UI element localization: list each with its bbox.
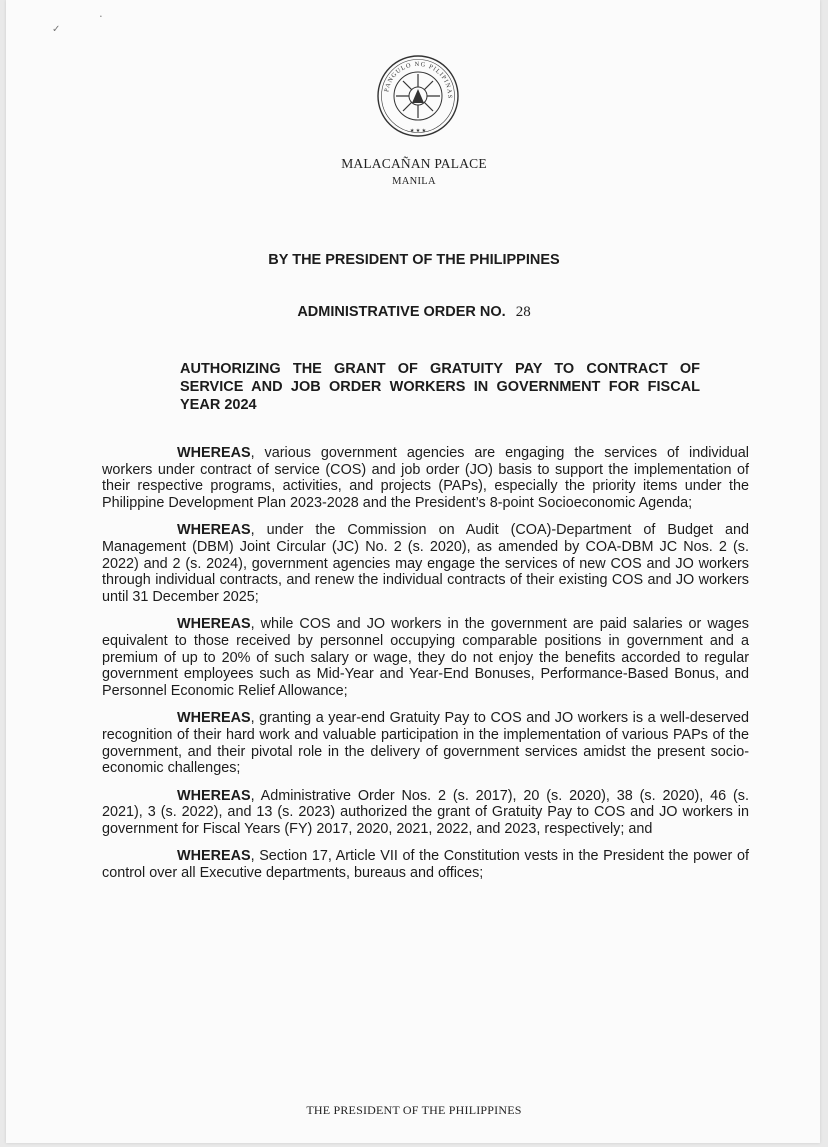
order-label: ADMINISTRATIVE ORDER NO. [297,304,506,320]
order-heading [0,304,828,321]
whereas-paragraph: WHEREAS, various government agencies are engaging the services of individual workers under contract of service (COS) and job order (JO) basis to support the implementation of their respective programs, activities, and projects (PAPs), especially the priority items under the Philippine Development Plan 2023-2028 and the President’s 8-point Socioeconomic Agenda; [102,445,749,511]
whereas-paragraph: WHEREAS, granting a year-end Gratuity Pay to COS and JO workers is a well-deserved recognition of their hard work and valuable participation in the implementation of various PAPs of the government, and their pivotal role in the delivery of government services amidst the present socio-economic challenges; [102,710,749,777]
order-title: AUTHORIZING THE GRANT OF GRATUITY PAY TO CONTRACT OF SERVICE AND JOB ORDER WORKERS IN GOVERNMENT FOR FISCAL YEAR 2024 [180,361,700,413]
issuer-heading: BY THE PRESIDENT OF THE PHILIPPINES [268,252,560,268]
page-footer: THE PRESIDENT OF THE PHILIPPINES [306,1103,522,1117]
whereas-paragraph: WHEREAS, Administrative Order Nos. 2 (s. 2017), 20 (s. 2020), 38 (s. 2020), 46 (s. 2021), 3 (s. 2022), and 13 (s. 2023) authorized the grant of Gratuity Pay to COS and JO workers in government for Fiscal Years (FY) 2017, 2020, 2021, 2022, and 2023, respectively; and [102,787,749,837]
presidential-seal-icon [376,54,460,138]
whereas-paragraph: WHEREAS, under the Commission on Audit (COA)-Department of Budget and Management (DBM) Joint Circular (JC) No. 2 (s. 2020), as amended by COA-DBM JC Nos. 2 (s. 2022) and 2 (s. 2024), government agencies may engage the services of new COS and JO workers through individual contracts, and renew the individual contracts of their existing COS and JO workers until 31 December 2025; [102,522,749,605]
whereas-paragraph: WHEREAS, Section 17, Article VII of the Constitution vests in the President the power of control over all Executive departments, bureaus and offices; [102,848,749,882]
whereas-clauses [102,445,749,893]
office-city: MANILA [392,176,436,187]
whereas-paragraph: WHEREAS, while COS and JO workers in the government are paid salaries or wages equivalent to those received by personnel occupying comparable positions in government and a premium of up to 20% of such salary or wage, they do not enjoy the benefits accorded to regular government employees such as Mid-Year and Year-End Bonuses, Performance-Based Bonus, and Personnel Economic Relief Allowance; [102,616,749,699]
office-name: MALACAÑAN PALACE [341,156,487,171]
svg-text:PANGULO NG PILIPINAS: PANGULO NG PILIPINAS [383,60,454,100]
scan-mark: ✓ [52,24,61,35]
svg-text:★ ★ ★: ★ ★ ★ [409,128,427,134]
order-number: 28 [515,304,531,320]
scan-dot: • [100,14,102,20]
